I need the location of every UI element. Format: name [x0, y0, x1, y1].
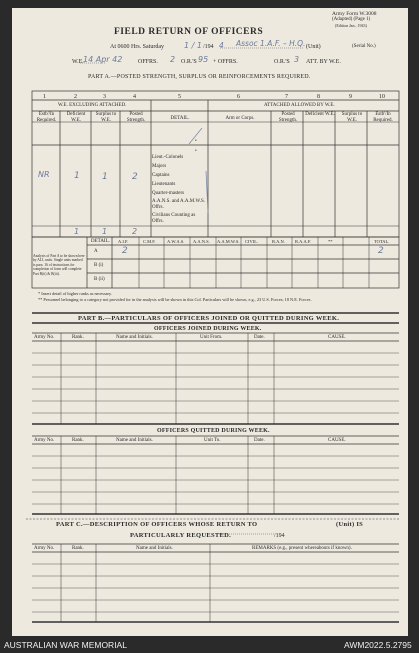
year-handwritten: 4 [219, 41, 224, 50]
header-posted-strength: Posted Strength. [126, 112, 146, 123]
part-c-title: PART C.—DESCRIPTION OF OFFICERS WHOSE RETURN TO [56, 521, 258, 528]
col-number-5: 5 [178, 94, 181, 100]
quitted-col-date: Date. [254, 438, 265, 443]
part-c-requested: PARTICULARLY REQUESTED. [130, 532, 232, 539]
joined-col-unit: Unit From. [200, 335, 223, 340]
col-number-2: 2 [74, 94, 77, 100]
header-arm-corps: Arm or Corps. [225, 116, 255, 121]
rank-bullet: • [195, 149, 197, 154]
rank-aans: A.A.N.S. and A.A.M.W.S. Offrs. [152, 199, 206, 210]
hw-nr: NR [38, 170, 50, 179]
analysis-col-cmf: C.M.F. [143, 239, 156, 244]
hw-posted: 2 [132, 172, 138, 182]
footnote-1: * Insert detail of higher ranks as necessary. [38, 291, 112, 296]
part-c-year: /194 [274, 533, 285, 539]
ors2-label: O.R.'S [274, 59, 290, 65]
year-label: /194 [203, 44, 214, 50]
plus-offrs-label: + OFFRS. [213, 59, 238, 65]
analysis-col-total: TOTAL. [374, 239, 390, 244]
analysis-col-raaf: R.A.A.F. [295, 239, 312, 244]
col-number-10: 10 [379, 94, 385, 100]
part-c-col-army-no: Army No. [34, 546, 55, 551]
quitted-title: OFFICERS QUITTED DURING WEEK. [157, 428, 270, 434]
part-c-col-remarks: REMARKS (e.g., present whereabouts if known). [252, 546, 352, 551]
analysis-col-awas: A.W.A.S. [167, 239, 185, 244]
rank-quarter-masters: Quarter-masters [152, 191, 185, 196]
rank-lieut-colonels: Lieut.-Colonels [152, 155, 184, 160]
we-label: W.E. [72, 59, 84, 65]
analysis-note: Analysis of Part A to be shown here by ALL units. Single units marked is para. 16 of instructions for completion of form will complete Part B(ii) & B(iii). [33, 254, 85, 276]
header-surplus: Surplus to W.E. [95, 112, 117, 123]
part-a-title: PART A.—POSTED STRENGTH, SURPLUS OR REINFORCEMENTS REQUIRED. [88, 74, 311, 80]
form-edition: (Edition Jan., 1943) [335, 23, 367, 28]
rank-majors: Majors [152, 164, 167, 169]
joined-col-cause: CAUSE. [328, 335, 346, 340]
rank-lieutenants: Lieutenants [152, 182, 176, 187]
joined-col-name: Name and Initials. [116, 335, 153, 340]
col-number-9: 9 [349, 94, 352, 100]
quitted-col-name: Name and Initials. [116, 438, 153, 443]
part-c-unit-is: (Unit) IS [336, 521, 364, 528]
form-sheet [12, 8, 408, 636]
analysis-col-aamws: A.A.M.W.S. [217, 239, 240, 244]
col-number-1: 1 [43, 94, 46, 100]
hw-surplus-total: 1 [102, 227, 108, 236]
at-line: At 0600 Hrs. Saturday [110, 44, 164, 50]
date-handwritten: 1 / 1 [184, 41, 202, 50]
offrs-handwritten: 2 [170, 55, 176, 64]
form-number: Army Form W.3008 [332, 11, 377, 17]
header-estb-required-att: Estb'/In Required. [373, 112, 393, 123]
hw-deficient: 1 [74, 171, 80, 181]
we-excluding-header: W.E. EXCLUDING ATTACHED. [58, 103, 127, 108]
unit-handwritten: Assoc 1.A.F. – H.Q. [236, 39, 306, 48]
we-handwritten: 14 Apr 42 [83, 55, 123, 64]
analysis-row-a: A [94, 249, 98, 254]
form-adapted: (Adapted) (Page 1) [332, 17, 371, 22]
quitted-col-army-no: Army No. [34, 438, 55, 443]
col-number-6: 6 [237, 94, 240, 100]
joined-col-date: Date. [254, 335, 265, 340]
analysis-detail-header: DETAIL. [91, 239, 110, 244]
ors2-handwritten: 3 [294, 55, 300, 64]
analysis-col-aans: A.A.N.S. [193, 239, 210, 244]
col-number-8: 8 [317, 94, 320, 100]
col-number-7: 7 [285, 94, 288, 100]
analysis-col-ran: R.A.N. [272, 239, 285, 244]
header-deficient-att: Deficient W.E. [305, 112, 335, 117]
joined-title: OFFICERS JOINED DURING WEEK. [154, 326, 262, 332]
att-label: ATT. BY W.E. [306, 59, 341, 65]
form-title: FIELD RETURN OF OFFICERS [114, 27, 264, 37]
header-detail: DETAIL. [170, 116, 190, 121]
analysis-row-bii: B (ii) [94, 277, 105, 282]
analysis-col-aif: A.I.F. [118, 239, 129, 244]
part-c-col-name: Name and Initials. [136, 546, 173, 551]
ors-handwritten: 95 [198, 55, 209, 64]
footnote-2: ** Personnel belonging to a category not provided for in the analysis will be shown in this Col. Particulars will be shown, e.g., 23 U.S. Forces; 18 N.E. Forces. [38, 297, 312, 302]
header-posted-strength-att: Posted Strength. [278, 112, 298, 123]
serial-label: (Serial No.) [352, 44, 376, 49]
part-b-title: PART B.—PARTICULARS OF OFFICERS JOINED OR QUITTED DURING WEEK. [78, 315, 340, 322]
rank-civilians: Civilians Counting as Offrs. [152, 213, 196, 224]
archive-footer [0, 637, 419, 653]
hw-analysis-total: 2 [378, 246, 384, 256]
hw-deficient-total: 1 [74, 227, 80, 236]
analysis-row-bi: B (i) [94, 263, 104, 268]
col-number-3: 3 [103, 94, 106, 100]
header-estb-required: Estb'/In Required. [36, 112, 57, 123]
rank-captains: Captains [152, 173, 170, 178]
attached-allowed-header: ATTACHED ALLOWED BY W.E. [264, 103, 335, 108]
col-number-4: 4 [133, 94, 136, 100]
analysis-col-other: ** [328, 239, 333, 244]
part-c-col-rank: Rank. [72, 546, 84, 551]
quitted-col-rank: Rank. [72, 438, 84, 443]
hw-surplus: 1 [102, 172, 108, 182]
ors-label: O.R.'S [181, 59, 197, 65]
quitted-col-unit: Unit To. [204, 438, 221, 443]
footer-accession: AWM2022.5.2795 [344, 640, 412, 650]
hw-analysis-aif: 2 [122, 246, 128, 256]
quitted-col-cause: CAUSE. [328, 438, 346, 443]
joined-col-army-no: Army No. [34, 335, 55, 340]
hw-posted-total: 2 [132, 227, 138, 236]
offrs-label: OFFRS. [138, 59, 158, 65]
header-surplus-att: Surplus to W.E. [341, 112, 363, 123]
joined-col-rank: Rank. [72, 335, 84, 340]
header-deficient: Deficient W.E. [66, 112, 86, 123]
analysis-col-civil: CIVIL. [245, 239, 259, 244]
rank-bullet: • [195, 139, 197, 144]
unit-label: (Unit) [306, 44, 321, 50]
footer-source: AUSTRALIAN WAR MEMORIAL [4, 640, 127, 650]
